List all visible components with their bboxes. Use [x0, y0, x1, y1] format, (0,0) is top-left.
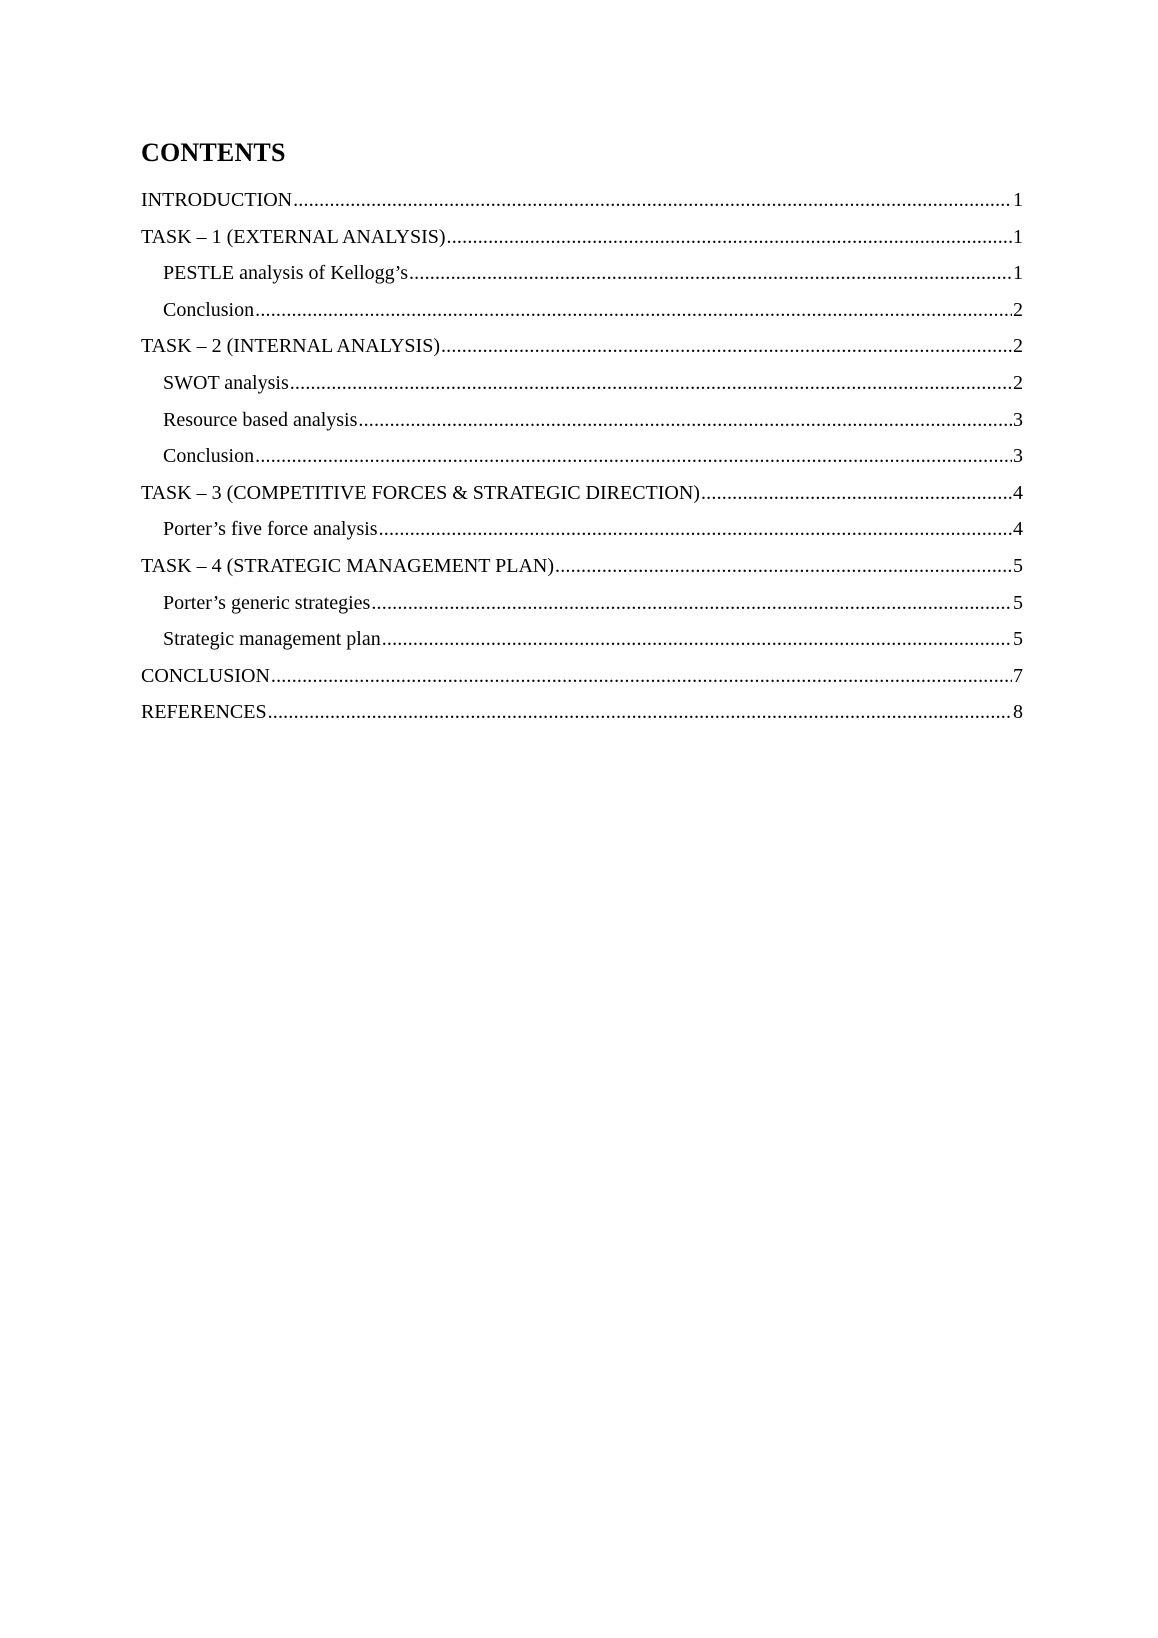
toc-page-number: 5 [1013, 554, 1023, 577]
toc-dot-leader [382, 623, 1012, 655]
toc-entry-label: TASK – 3 (COMPETITIVE FORCES & STRATEGIC DIRECTION) [141, 481, 700, 504]
toc-entry-label: Conclusion [163, 298, 255, 321]
toc-entry-task-1-conclusion[interactable] [141, 294, 1023, 331]
toc-page-number: 4 [1013, 481, 1023, 504]
toc-entry-task-4[interactable] [141, 550, 1023, 587]
toc-page-number: 4 [1013, 518, 1023, 541]
toc-page-number: 2 [1013, 335, 1023, 358]
toc-dot-leader [701, 477, 1012, 509]
toc-page-number: 7 [1013, 664, 1023, 687]
toc-dot-leader [268, 696, 1012, 728]
toc-dot-leader [290, 367, 1012, 399]
toc-page-number: 8 [1013, 701, 1023, 724]
toc-dot-leader [371, 587, 1012, 619]
toc-entry-references[interactable] [141, 696, 1023, 733]
toc-entry-swot-analysis[interactable] [141, 367, 1023, 404]
toc-entry-porters-five-force[interactable] [141, 513, 1023, 550]
toc-entry-pestle-analysis[interactable] [141, 257, 1023, 294]
toc-entry-conclusion[interactable] [141, 660, 1023, 697]
toc-entry-task-2-conclusion[interactable] [141, 440, 1023, 477]
toc-dot-leader [447, 221, 1012, 253]
toc-dot-leader [409, 257, 1012, 289]
toc-entry-label: Porter’s five force analysis [163, 518, 378, 541]
toc-entry-label: Conclusion [163, 445, 255, 468]
toc-dot-leader [441, 330, 1012, 362]
toc-page-number: 2 [1013, 298, 1023, 321]
toc-entry-label: TASK – 4 (STRATEGIC MANAGEMENT PLAN) [141, 554, 555, 577]
toc-entry-resource-based-analysis[interactable] [141, 404, 1023, 441]
toc-heading: CONTENTS [141, 138, 286, 167]
toc-entry-strategic-management-plan[interactable] [141, 623, 1023, 660]
toc-dot-leader [255, 440, 1012, 472]
toc-page-number: 1 [1013, 225, 1023, 248]
toc-page-number: 3 [1013, 445, 1023, 468]
toc-entry-label: PESTLE analysis of Kellogg’s [163, 262, 408, 285]
toc-entry-label: REFERENCES [141, 701, 267, 724]
toc-dot-leader [271, 660, 1012, 692]
toc-page-number: 1 [1013, 189, 1023, 211]
toc-page-number: 5 [1013, 628, 1023, 651]
toc-entry-label: Resource based analysis [163, 408, 358, 431]
table-of-contents [141, 184, 1023, 733]
toc-entry-label: TASK – 1 (EXTERNAL ANALYSIS) [141, 225, 446, 248]
toc-dot-leader [293, 184, 1012, 216]
toc-entry-task-1[interactable] [141, 221, 1023, 258]
toc-page-number: 3 [1013, 408, 1023, 431]
toc-dot-leader [555, 550, 1012, 582]
toc-entry-label: INTRODUCTION [141, 189, 293, 211]
toc-entry-label: SWOT analysis [163, 371, 289, 394]
toc-entry-porters-generic-strategies[interactable] [141, 587, 1023, 624]
toc-entry-label: Strategic management plan [163, 628, 381, 651]
toc-entry-label: CONCLUSION [141, 664, 270, 687]
toc-dot-leader [379, 513, 1012, 545]
toc-entry-task-2[interactable] [141, 330, 1023, 367]
toc-entry-label: TASK – 2 (INTERNAL ANALYSIS) [141, 335, 440, 358]
toc-entry-label: Porter’s generic strategies [163, 591, 371, 614]
toc-page-number: 5 [1013, 591, 1023, 614]
toc-dot-leader [358, 404, 1012, 436]
toc-page-number: 2 [1013, 371, 1023, 394]
toc-page-number: 1 [1013, 262, 1023, 285]
toc-dot-leader [255, 294, 1012, 326]
toc-entry-task-3[interactable] [141, 477, 1023, 514]
toc-entry-introduction[interactable] [141, 184, 1023, 221]
